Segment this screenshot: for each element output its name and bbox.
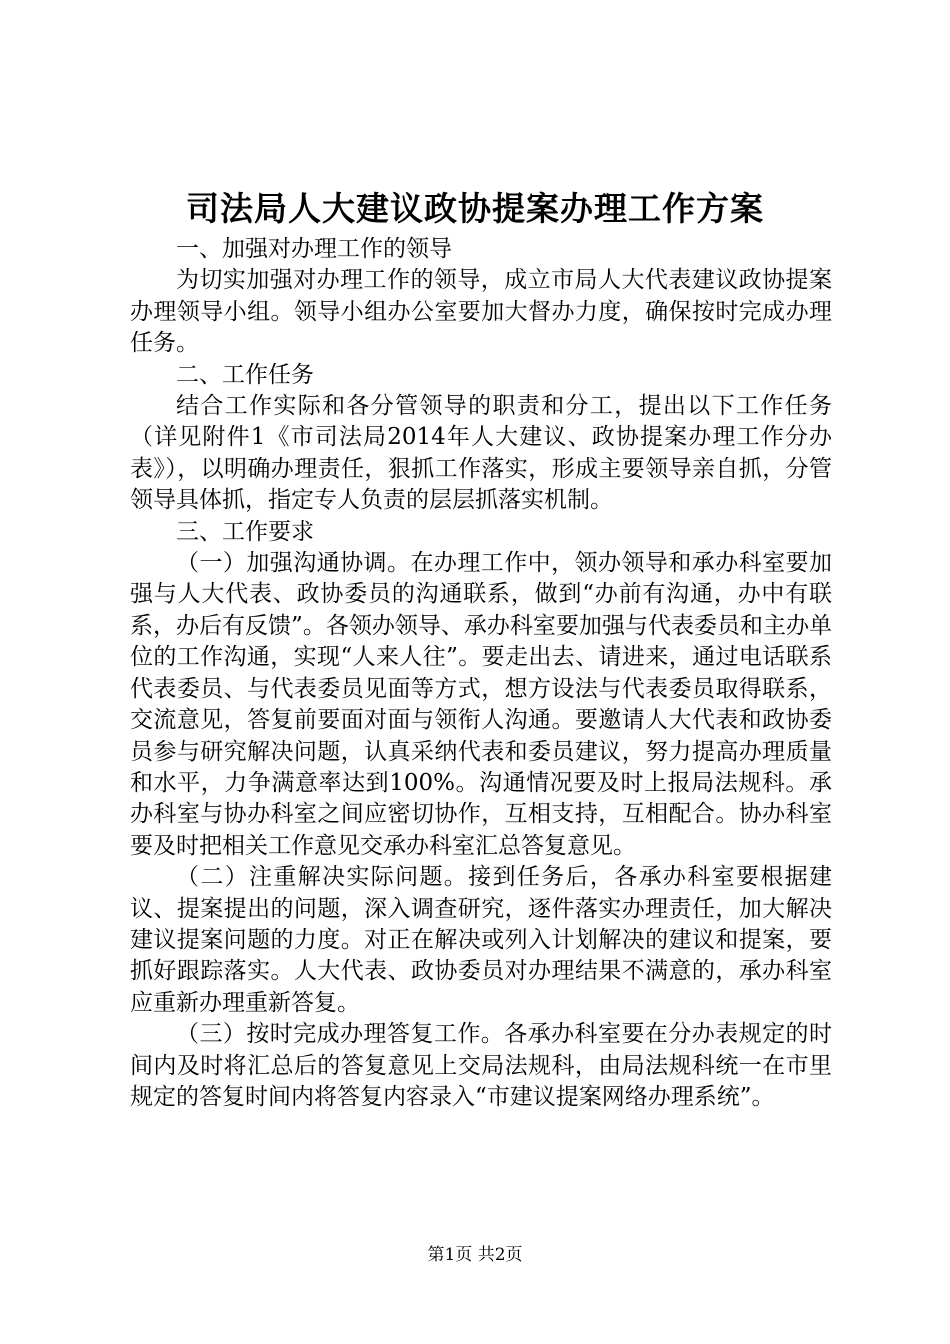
document-title: 司法局人大建议政协提案办理工作方案 [186, 189, 764, 228]
paragraph-tasks: 结合工作实际和各分管领导的职责和分工，提出以下工作任务（详见附件1《市司法局2014年人大建议、政协提案办理工作分办表》），以明确办理责任，狠抓工作落实，形成主要领导亲自抓，分管领导具体抓，指定专人负责的层层抓落实机制。 [130, 393, 832, 514]
document-body [130, 234, 832, 1113]
paragraph-requirement-2: （二）注重解决实际问题。接到任务后，各承办科室要根据建议、提案提出的问题，深入调查研究，逐件落实办理责任，加大解决建议提案问题的力度。对正在解决或列入计划解决的建议和提案，要抓好跟踪落实。人大代表、政协委员对办理结果不满意的，承办科室应重新办理重新答复。 [130, 864, 832, 1016]
paragraph-requirement-1: （一）加强沟通协调。在办理工作中，领办领导和承办科室要加强与人大代表、政协委员的沟通联系，做到“办前有沟通，办中有联系，办后有反馈”。各领办领导、承办科室要加强与代表委员和主办单位的工作沟通，实现“人来人往”。要走出去、请进来，通过电话联系代表委员、与代表委员见面等方式，想方设法与代表委员取得联系，交流意见，答复前要面对面与领衔人沟通。要邀请人大代表和政协委员参与研究解决问题，认真采纳代表和委员建议，努力提高办理质量和水平，力争满意率达到100%。沟通情况要及时上报局法规科。承办科室与协办科室之间应密切协作，互相支持，互相配合。协办科室要及时把相关工作意见交承办科室汇总答复意见。 [130, 550, 832, 859]
section-heading-1: 一、加强对办理工作的领导 [176, 236, 452, 262]
section-heading-2: 二、工作任务 [176, 361, 314, 388]
paragraph-leadership: 为切实加强对办理工作的领导，成立市局人大代表建议政协提案办理领导小组。领导小组办公室要加大督办力度，确保按时完成办理任务。 [130, 267, 832, 357]
page-number: 第1页 共2页 [427, 1245, 523, 1265]
section-heading-3: 三、工作要求 [176, 518, 314, 545]
paragraph-requirement-3: （三）按时完成办理答复工作。各承办科室要在分办表规定的时间内及时将汇总后的答复意见上交局法规科，由局法规科统一在市里规定的答复时间内将答复内容录入“市建议提案网络办理系统”。 [130, 1021, 832, 1110]
